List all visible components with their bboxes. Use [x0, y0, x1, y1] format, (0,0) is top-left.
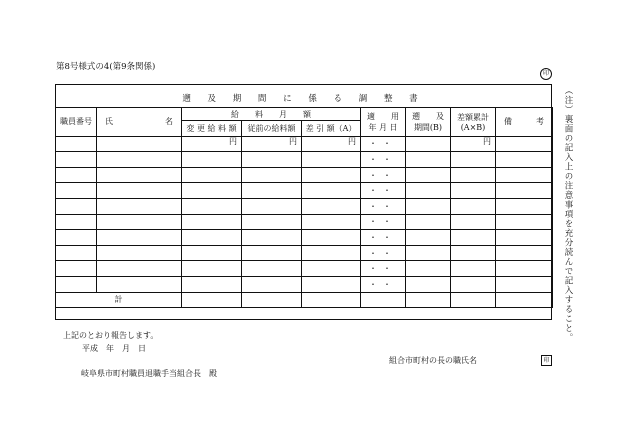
cell-name[interactable] [97, 167, 182, 183]
table-row [56, 276, 553, 292]
cell-staff-number[interactable] [56, 276, 97, 292]
cell-remarks[interactable] [496, 198, 553, 214]
seal-circle-mark: 印 [540, 68, 552, 80]
header-remarks: 備 考 [496, 108, 553, 137]
cell-staff-number[interactable] [56, 167, 97, 183]
table-row [56, 214, 553, 230]
cell-difference[interactable] [302, 198, 361, 214]
cell-name[interactable] [97, 245, 182, 261]
cell-retro-period[interactable] [406, 152, 451, 168]
cell-retro-period[interactable] [406, 183, 451, 199]
cell-changed-salary[interactable] [182, 245, 242, 261]
header-diff-total-line2: (A×B) [460, 122, 486, 132]
cell-changed-salary[interactable] [182, 183, 242, 199]
cell-diff-total[interactable] [451, 198, 496, 214]
cell-diff-total[interactable] [451, 152, 496, 168]
cell-apply-date[interactable]: ・・ [361, 214, 406, 230]
total-changed-salary[interactable] [182, 292, 242, 308]
cell-retro-period[interactable] [406, 230, 451, 246]
table-row [56, 183, 553, 199]
cell-changed-salary[interactable] [182, 152, 242, 168]
table-row [56, 167, 553, 183]
cell-previous-salary[interactable] [242, 198, 302, 214]
header-previous-salary: 従前の給料額 [242, 121, 302, 137]
adjustment-form-frame [55, 84, 552, 320]
seal-box-mark: 印 [541, 355, 552, 366]
header-name-family: 氏 [105, 117, 113, 127]
cell-staff-number[interactable] [56, 245, 97, 261]
cell-name[interactable] [97, 136, 182, 152]
cell-name[interactable] [97, 152, 182, 168]
cell-diff-total[interactable] [451, 276, 496, 292]
header-salary-group: 給 料 月 額 [182, 108, 361, 121]
table-row [56, 245, 553, 261]
table-row [56, 230, 553, 246]
date-line: 平成 年 月 日 [82, 344, 146, 353]
header-retro-period [406, 108, 451, 137]
cell-changed-salary[interactable] [182, 230, 242, 246]
cell-previous-salary[interactable] [242, 167, 302, 183]
cell-difference[interactable]: 円 [302, 136, 361, 152]
cell-changed-salary[interactable] [182, 261, 242, 277]
cell-retro-period[interactable] [406, 167, 451, 183]
total-label: 計 [56, 292, 182, 308]
cell-apply-date[interactable]: ・・ [361, 245, 406, 261]
cell-difference[interactable] [302, 261, 361, 277]
cell-name[interactable] [97, 261, 182, 277]
cell-remarks[interactable] [496, 261, 553, 277]
cell-apply-date[interactable]: ・・ [361, 198, 406, 214]
cell-staff-number[interactable] [56, 261, 97, 277]
cell-previous-salary[interactable] [242, 261, 302, 277]
cell-staff-number[interactable] [56, 183, 97, 199]
cell-previous-salary[interactable] [242, 214, 302, 230]
cell-name[interactable] [97, 183, 182, 199]
cell-previous-salary[interactable] [242, 230, 302, 246]
cell-apply-date[interactable]: ・・ [361, 230, 406, 246]
cell-retro-period[interactable] [406, 276, 451, 292]
cell-previous-salary[interactable] [242, 276, 302, 292]
cell-diff-total[interactable] [451, 245, 496, 261]
cell-staff-number[interactable] [56, 152, 97, 168]
cell-diff-total[interactable] [451, 183, 496, 199]
cell-staff-number[interactable] [56, 230, 97, 246]
cell-remarks[interactable] [496, 167, 553, 183]
cell-staff-number[interactable] [56, 136, 97, 152]
side-note: （注）裏面の記入上の注意事項を充分読んで記入すること。 [563, 86, 573, 343]
cell-remarks[interactable] [496, 230, 553, 246]
cell-previous-salary[interactable]: 円 [242, 136, 302, 152]
cell-staff-number[interactable] [56, 198, 97, 214]
cell-retro-period[interactable] [406, 136, 451, 152]
cell-name[interactable] [97, 198, 182, 214]
header-difference: 差 引 額（A） [302, 121, 361, 137]
cell-retro-period[interactable] [406, 198, 451, 214]
cell-name[interactable] [97, 276, 182, 292]
cell-name[interactable] [97, 214, 182, 230]
cell-difference[interactable] [302, 230, 361, 246]
total-remarks[interactable] [496, 292, 553, 308]
cell-difference[interactable] [302, 152, 361, 168]
total-difference[interactable] [302, 292, 361, 308]
cell-diff-total[interactable] [451, 261, 496, 277]
cell-diff-total[interactable] [451, 214, 496, 230]
cell-previous-salary[interactable] [242, 245, 302, 261]
sender-title-name: 組合市町村の長の職氏名 [389, 356, 477, 365]
header-name [97, 108, 182, 137]
cell-changed-salary[interactable] [182, 276, 242, 292]
header-apply-date-line2: 年 月 日 [368, 122, 398, 132]
cell-changed-salary[interactable] [182, 198, 242, 214]
total-diff-total[interactable] [451, 292, 496, 308]
cell-previous-salary[interactable] [242, 152, 302, 168]
cell-remarks[interactable] [496, 276, 553, 292]
cell-previous-salary[interactable] [242, 183, 302, 199]
cell-difference[interactable] [302, 276, 361, 292]
cell-changed-salary[interactable]: 円 [182, 136, 242, 152]
cell-remarks[interactable] [496, 245, 553, 261]
adjustment-table [55, 107, 553, 308]
cell-difference[interactable] [302, 167, 361, 183]
cell-diff-total[interactable] [451, 230, 496, 246]
report-text: 上記のとおり報告します。 [63, 331, 159, 340]
table-row [56, 136, 553, 152]
cell-remarks[interactable] [496, 136, 553, 152]
cell-staff-number[interactable] [56, 214, 97, 230]
table-row [56, 198, 553, 214]
table-row [56, 261, 553, 277]
total-retro-period[interactable] [406, 292, 451, 308]
form-title: 遡 及 期 間 に 係 る 調 整 書 [182, 94, 425, 104]
header-staff-number: 職員番号 [56, 108, 97, 137]
header-diff-total-line1: 差額累計 [457, 112, 489, 122]
header-name-given: 名 [165, 117, 173, 127]
cell-apply-date[interactable]: ・・ [361, 183, 406, 199]
cell-diff-total[interactable]: 円 [451, 136, 496, 152]
cell-apply-date[interactable]: ・・ [361, 152, 406, 168]
cell-changed-salary[interactable] [182, 214, 242, 230]
cell-remarks[interactable] [496, 152, 553, 168]
header-apply-date-line1: 適 用 [367, 111, 399, 121]
header-retro-period-line2: 期間(B) [413, 122, 443, 132]
cell-difference[interactable] [302, 245, 361, 261]
total-row [56, 292, 553, 308]
total-apply-date[interactable] [361, 292, 406, 308]
cell-retro-period[interactable] [406, 214, 451, 230]
cell-apply-date[interactable]: ・・ [361, 276, 406, 292]
cell-retro-period[interactable] [406, 245, 451, 261]
cell-diff-total[interactable] [451, 167, 496, 183]
total-previous-salary[interactable] [242, 292, 302, 308]
header-diff-total [451, 108, 496, 137]
cell-remarks[interactable] [496, 183, 553, 199]
addressee: 岐阜県市町村職員退職手当組合長 殿 [81, 369, 217, 378]
form-number: 第8号様式の4(第9条関係) [56, 62, 156, 72]
header-retro-period-line1: 遡 及 [412, 111, 444, 121]
cell-remarks[interactable] [496, 214, 553, 230]
cell-difference[interactable] [302, 214, 361, 230]
cell-apply-date[interactable]: ・・ [361, 167, 406, 183]
cell-name[interactable] [97, 230, 182, 246]
table-row [56, 152, 553, 168]
header-apply-date [361, 108, 406, 137]
cell-difference[interactable] [302, 183, 361, 199]
header-changed-salary: 変 更 給 料 額 [182, 121, 242, 137]
cell-retro-period[interactable] [406, 261, 451, 277]
cell-apply-date[interactable]: ・・ [361, 136, 406, 152]
cell-changed-salary[interactable] [182, 167, 242, 183]
cell-apply-date[interactable]: ・・ [361, 261, 406, 277]
